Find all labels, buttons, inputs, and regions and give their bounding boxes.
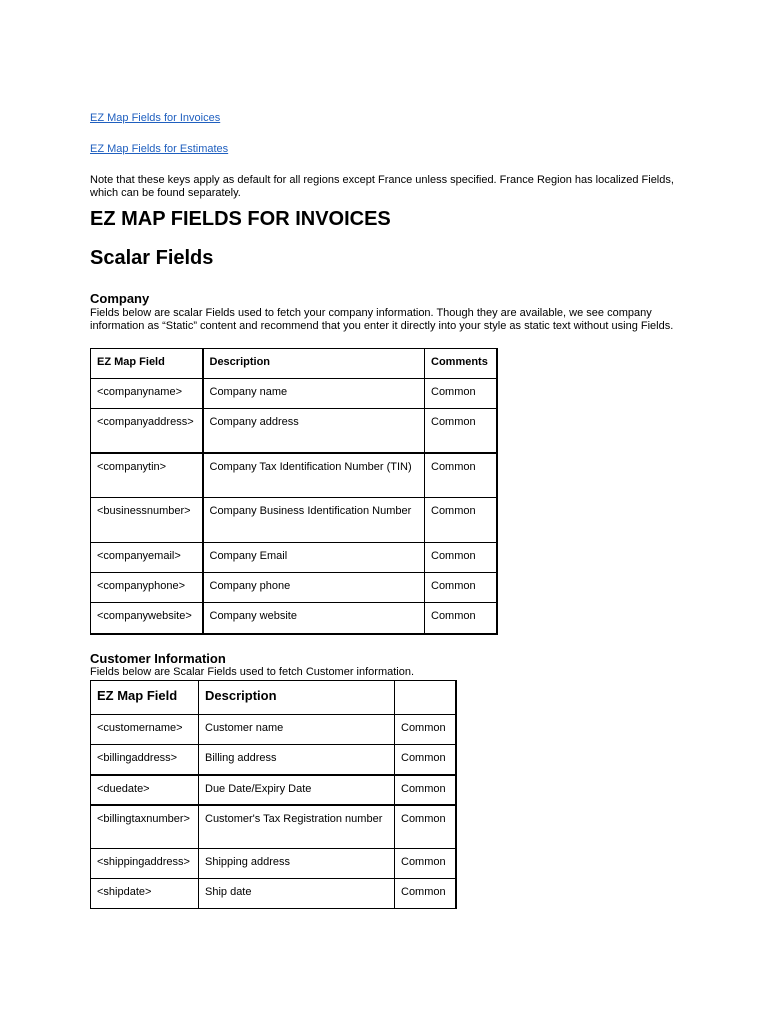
comment-cell: Common xyxy=(395,775,456,805)
field-cell: <companywebsite> xyxy=(91,603,203,634)
field-cell: <shippingaddress> xyxy=(91,849,199,879)
description-cell: Due Date/Expiry Date xyxy=(199,775,395,805)
description-cell: Shipping address xyxy=(199,849,395,879)
column-header-description: Description xyxy=(199,681,395,715)
field-cell: <companyname> xyxy=(91,379,203,409)
description-cell: Company Email xyxy=(203,543,425,573)
description-cell: Billing address xyxy=(199,745,395,775)
customer-description: Fields below are Scalar Fields used to fetch Customer information. xyxy=(90,666,415,678)
table-row xyxy=(91,879,456,909)
table-row xyxy=(91,849,456,879)
field-cell: <customername> xyxy=(91,715,199,745)
table-header-row xyxy=(91,349,497,379)
field-cell: <companyemail> xyxy=(91,543,203,573)
table-row xyxy=(91,573,497,603)
comment-cell: Common xyxy=(425,603,497,634)
company-fields-table xyxy=(90,348,498,635)
description-cell: Company Tax Identification Number (TIN) xyxy=(203,453,425,498)
comment-cell: Common xyxy=(425,573,497,603)
table-row xyxy=(91,715,456,745)
table-row xyxy=(91,805,456,849)
description-cell: Customer's Tax Registration number xyxy=(199,805,395,849)
column-header-field: EZ Map Field xyxy=(91,681,199,715)
description-cell: Company Business Identification Number xyxy=(203,498,425,543)
link-ez-map-fields-estimates[interactable]: EZ Map Fields for Estimates xyxy=(90,143,229,155)
regions-note: Note that these keys apply as default for all regions except France unless specified. France Region has localized Fields, which can be found separately. xyxy=(90,174,674,199)
description-cell: Ship date xyxy=(199,879,395,909)
comment-cell: Common xyxy=(395,805,456,849)
field-cell: <businessnumber> xyxy=(91,498,203,543)
comment-cell: Common xyxy=(425,379,497,409)
table-row xyxy=(91,543,497,573)
description-cell: Company website xyxy=(203,603,425,634)
comment-cell: Common xyxy=(425,409,497,453)
table-header-row xyxy=(91,681,456,715)
field-cell: <duedate> xyxy=(91,775,199,805)
customer-fields-table xyxy=(90,680,457,909)
table-row xyxy=(91,603,497,634)
company-description: Fields below are scalar Fields used to fetch your company information. Though they are available, we see company information as “Static” content and recommend that you enter it directly into your style as static text without using Fields. xyxy=(90,307,674,332)
page-title: EZ MAP FIELDS FOR INVOICES xyxy=(90,208,391,230)
field-cell: <shipdate> xyxy=(91,879,199,909)
table-row xyxy=(91,409,497,453)
description-cell: Customer name xyxy=(199,715,395,745)
table-row xyxy=(91,498,497,543)
field-cell: <billingaddress> xyxy=(91,745,199,775)
comment-cell: Common xyxy=(395,745,456,775)
column-header-comments xyxy=(395,681,456,715)
table-row xyxy=(91,775,456,805)
description-cell: Company address xyxy=(203,409,425,453)
column-header-field: EZ Map Field xyxy=(91,349,203,379)
field-cell: <billingtaxnumber> xyxy=(91,805,199,849)
section-title-company: Company xyxy=(90,291,150,306)
table-row xyxy=(91,745,456,775)
comment-cell: Common xyxy=(425,498,497,543)
comment-cell: Common xyxy=(395,879,456,909)
column-header-comments: Comments xyxy=(425,349,497,379)
link-ez-map-fields-invoices[interactable]: EZ Map Fields for Invoices xyxy=(90,112,221,124)
table-row xyxy=(91,453,497,498)
comment-cell: Common xyxy=(425,453,497,498)
comment-cell: Common xyxy=(395,715,456,745)
description-cell: Company phone xyxy=(203,573,425,603)
table-row xyxy=(91,379,497,409)
column-header-description: Description xyxy=(203,349,425,379)
section-title-customer-information: Customer Information xyxy=(90,651,226,666)
field-cell: <companyphone> xyxy=(91,573,203,603)
field-cell: <companyaddress> xyxy=(91,409,203,453)
description-cell: Company name xyxy=(203,379,425,409)
section-title-scalar-fields: Scalar Fields xyxy=(90,247,214,269)
comment-cell: Common xyxy=(425,543,497,573)
comment-cell: Common xyxy=(395,849,456,879)
field-cell: <companytin> xyxy=(91,453,203,498)
